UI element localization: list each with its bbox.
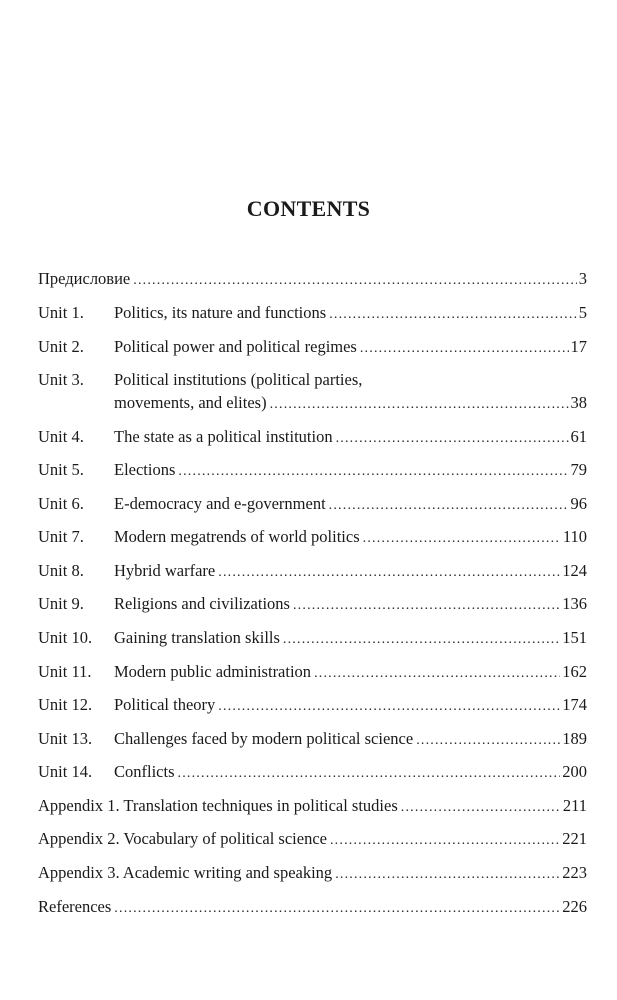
toc-unit-number: Unit 8. [38, 561, 84, 580]
toc-entry-title: Challenges faced by modern political science [114, 729, 414, 748]
toc-entry-title: E-democracy and e-government [114, 494, 326, 513]
toc-entry-title-line-1: Political institutions (political parties, [114, 370, 363, 389]
toc-page-number: 3 [578, 269, 587, 288]
toc-page-number: 211 [562, 796, 587, 815]
toc-page-number: 124 [562, 561, 587, 580]
toc-unit-number: Unit 6. [38, 494, 84, 513]
toc-entry-title: Appendix 2. Vocabulary of political science [38, 829, 327, 848]
toc-leader-dots [293, 594, 560, 618]
toc-leader-dots [335, 863, 560, 887]
page-title: CONTENTS [246, 196, 371, 221]
toc-page-number: 79 [570, 460, 587, 479]
toc-entry-preface [38, 267, 587, 293]
toc-entry-unit-13 [38, 727, 587, 753]
toc-entry-unit-1 [38, 301, 587, 327]
toc-leader-dots [360, 337, 569, 361]
toc-page-number: 110 [562, 527, 587, 546]
toc-leader-dots [336, 427, 569, 451]
toc-page-number: 151 [562, 628, 587, 647]
toc-page-number: 5 [578, 303, 587, 322]
toc-entry-unit-5 [38, 458, 587, 484]
toc-page-number: 200 [562, 762, 587, 781]
toc-entry-title: Modern public administration [114, 662, 312, 681]
toc-leader-dots [218, 561, 560, 585]
toc-leader-dots [416, 729, 560, 753]
toc-unit-number: Unit 14. [38, 762, 93, 781]
toc-entry-unit-7 [38, 525, 587, 551]
toc-entry-appendix-1 [38, 794, 587, 820]
toc-unit-number: Unit 7. [38, 527, 84, 546]
toc-entry-unit-11 [38, 660, 587, 686]
toc-page-number: 221 [562, 829, 587, 848]
toc-entry-title: Appendix 1. Translation techniques in political studies [38, 796, 398, 815]
toc-unit-number: Unit 1. [38, 303, 84, 322]
toc-leader-dots [178, 460, 568, 484]
toc-unit-number: Unit 3. [38, 370, 84, 389]
toc-entry-title: References [38, 897, 112, 916]
toc-page-number: 162 [562, 662, 587, 681]
toc-entry-unit-2 [38, 335, 587, 361]
toc-entry-unit-12 [38, 693, 587, 719]
toc-entry-title: Political power and political regimes [114, 337, 357, 356]
toc-page-number: 226 [562, 897, 587, 916]
toc-entry-unit-9 [38, 592, 587, 618]
toc-leader-dots [329, 494, 569, 518]
toc-entry-appendix-2 [38, 827, 587, 853]
toc-leader-dots [363, 527, 561, 551]
toc-unit-number: Unit 13. [38, 729, 93, 748]
toc-page-number: 136 [562, 594, 587, 613]
toc-leader-dots [283, 628, 560, 652]
toc-entry-unit-3 [38, 391, 587, 417]
toc-leader-dots [133, 269, 577, 293]
toc-leader-dots [329, 303, 577, 327]
toc-entry-unit-4 [38, 425, 587, 451]
toc-page-number: 61 [570, 427, 587, 446]
toc-leader-dots [330, 829, 560, 853]
toc-unit-number: Unit 12. [38, 695, 93, 714]
toc-entry-appendix-3 [38, 861, 587, 887]
toc-unit-number: Unit 9. [38, 594, 84, 613]
toc-entry-title: Politics, its nature and functions [114, 303, 327, 322]
toc-entry-unit-8 [38, 559, 587, 585]
toc-page-number: 174 [562, 695, 587, 714]
toc-unit-number: Unit 4. [38, 427, 84, 446]
toc-entry-title: Religions and civilizations [114, 594, 290, 613]
toc-entry-title: movements, and elites) [114, 393, 267, 412]
toc-entry-title: Hybrid warfare [114, 561, 216, 580]
toc-page-number: 96 [570, 494, 587, 513]
toc-entry-unit-3-line-1 [38, 368, 587, 392]
toc-leader-dots [178, 762, 561, 786]
toc-page-number: 38 [570, 393, 587, 412]
toc-leader-dots [218, 695, 560, 719]
toc-entry-title: Political theory [114, 695, 216, 714]
toc-entry-title: The state as a political institution [114, 427, 333, 446]
toc-leader-dots [314, 662, 560, 686]
toc-page-number: 17 [570, 337, 587, 356]
toc-entry-title: Предисловие [38, 269, 131, 288]
toc-entry-references [38, 895, 587, 921]
toc-leader-dots [401, 796, 561, 820]
toc-entry-title: Gaining translation skills [114, 628, 280, 647]
toc-unit-number: Unit 2. [38, 337, 84, 356]
toc-entry-unit-10 [38, 626, 587, 652]
toc-entry-unit-6 [38, 492, 587, 518]
toc-entry-title: Modern megatrends of world politics [114, 527, 360, 546]
toc-leader-dots [114, 897, 560, 921]
toc-entry-title: Appendix 3. Academic writing and speaking [38, 863, 333, 882]
toc-entry-title: Conflicts [114, 762, 175, 781]
toc-page-number: 223 [562, 863, 587, 882]
toc-page-number: 189 [562, 729, 587, 748]
toc-entry-title: Elections [114, 460, 176, 479]
toc-unit-number: Unit 5. [38, 460, 84, 479]
toc-unit-number: Unit 10. [38, 628, 93, 647]
toc-unit-number: Unit 11. [38, 662, 92, 681]
toc-leader-dots [270, 393, 569, 417]
toc-entry-unit-14 [38, 760, 587, 786]
